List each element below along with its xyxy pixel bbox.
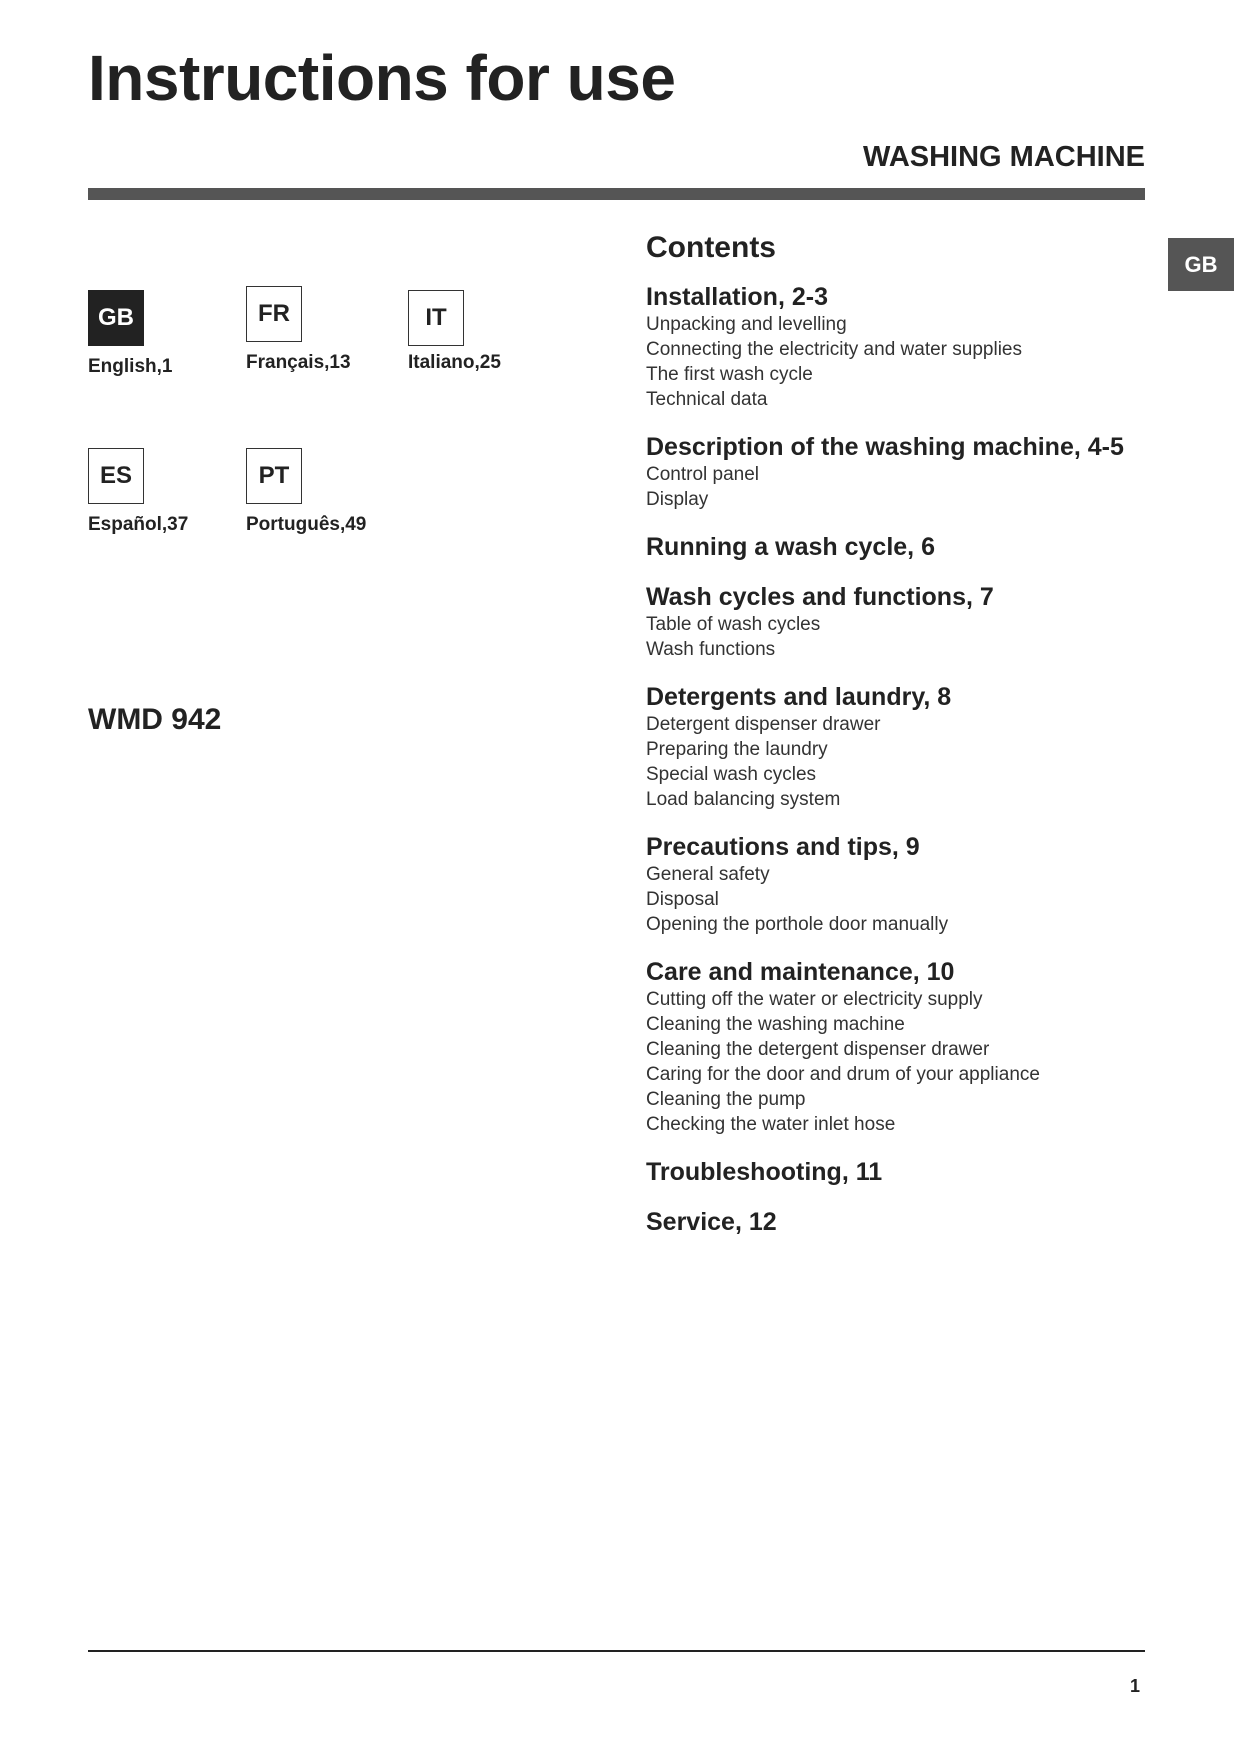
model-number: WMD 942	[88, 703, 222, 736]
toc-item[interactable]: Disposal	[646, 889, 719, 910]
toc-section-precautions	[646, 832, 1166, 937]
toc-section-description	[646, 432, 1166, 512]
toc-section-heading[interactable]: Running a wash cycle, 6	[646, 533, 935, 561]
toc-section-heading[interactable]: Description of the washing machine, 4-5	[646, 433, 1124, 461]
toc-section-wash-cycles	[646, 582, 1166, 662]
language-label: English,1	[88, 356, 173, 377]
language-label: Français,13	[246, 352, 351, 373]
toc-section-heading[interactable]: Precautions and tips, 9	[646, 833, 920, 861]
toc-section-heading[interactable]: Troubleshooting, 11	[646, 1158, 883, 1186]
toc-section-running	[646, 532, 1166, 562]
toc-item[interactable]: Caring for the door and drum of your appliance	[646, 1064, 1040, 1085]
toc-section-troubleshooting	[646, 1157, 1166, 1187]
language-code-badge: PT	[246, 448, 302, 504]
toc-section-heading[interactable]: Installation, 2-3	[646, 283, 828, 311]
language-es[interactable]	[88, 448, 248, 536]
language-label: Español,37	[88, 514, 189, 535]
toc-item[interactable]: Checking the water inlet hose	[646, 1114, 896, 1135]
language-it[interactable]	[408, 290, 568, 374]
toc-section-detergents	[646, 682, 1166, 812]
language-code-badge: GB	[88, 290, 144, 346]
toc-item[interactable]: Cleaning the detergent dispenser drawer	[646, 1039, 990, 1060]
language-code-badge: IT	[408, 290, 464, 346]
page-number: 1	[1129, 1676, 1140, 1696]
toc-item[interactable]: Display	[646, 489, 709, 510]
toc-section-installation	[646, 282, 1166, 412]
toc-item[interactable]: Load balancing system	[646, 789, 841, 810]
toc-item[interactable]: Cleaning the pump	[646, 1089, 806, 1110]
language-side-tab: GB	[1168, 238, 1234, 291]
language-fr[interactable]	[246, 286, 406, 374]
toc-section-care	[646, 957, 1166, 1137]
language-code-badge: FR	[246, 286, 302, 342]
toc-section-heading[interactable]: Care and maintenance, 10	[646, 958, 955, 986]
toc-section-heading[interactable]: Wash cycles and functions, 7	[646, 583, 994, 611]
language-label: Italiano,25	[408, 352, 501, 373]
toc-item[interactable]: Cutting off the water or electricity supply	[646, 989, 983, 1010]
contents-title: Contents	[646, 231, 776, 264]
toc-item[interactable]: Opening the porthole door manually	[646, 914, 949, 935]
product-subtitle: WASHING MACHINE	[863, 141, 1145, 173]
language-gb[interactable]	[88, 290, 248, 378]
toc-item[interactable]: Special wash cycles	[646, 764, 817, 785]
toc-item[interactable]: Unpacking and levelling	[646, 314, 847, 335]
footer-rule	[88, 1650, 1145, 1652]
toc-item[interactable]: Detergent dispenser drawer	[646, 714, 881, 735]
toc-section-heading[interactable]: Detergents and laundry, 8	[646, 683, 952, 711]
toc-section-heading[interactable]: Service, 12	[646, 1208, 777, 1236]
toc-item[interactable]: Preparing the laundry	[646, 739, 828, 760]
toc-section-service	[646, 1207, 1166, 1237]
toc-item[interactable]: Control panel	[646, 464, 760, 485]
toc-item[interactable]: Technical data	[646, 389, 768, 410]
toc-item[interactable]: Table of wash cycles	[646, 614, 821, 635]
language-code-badge: ES	[88, 448, 144, 504]
toc-item[interactable]: General safety	[646, 864, 770, 885]
table-of-contents	[646, 230, 1166, 1257]
page-title: Instructions for use	[88, 42, 676, 114]
language-label: Português,49	[246, 514, 367, 535]
toc-item[interactable]: Cleaning the washing machine	[646, 1014, 905, 1035]
toc-item[interactable]: Wash functions	[646, 639, 776, 660]
toc-item[interactable]: The first wash cycle	[646, 364, 813, 385]
language-pt[interactable]	[246, 448, 406, 536]
toc-item[interactable]: Connecting the electricity and water supplies	[646, 339, 1022, 360]
header-rule	[88, 188, 1145, 200]
